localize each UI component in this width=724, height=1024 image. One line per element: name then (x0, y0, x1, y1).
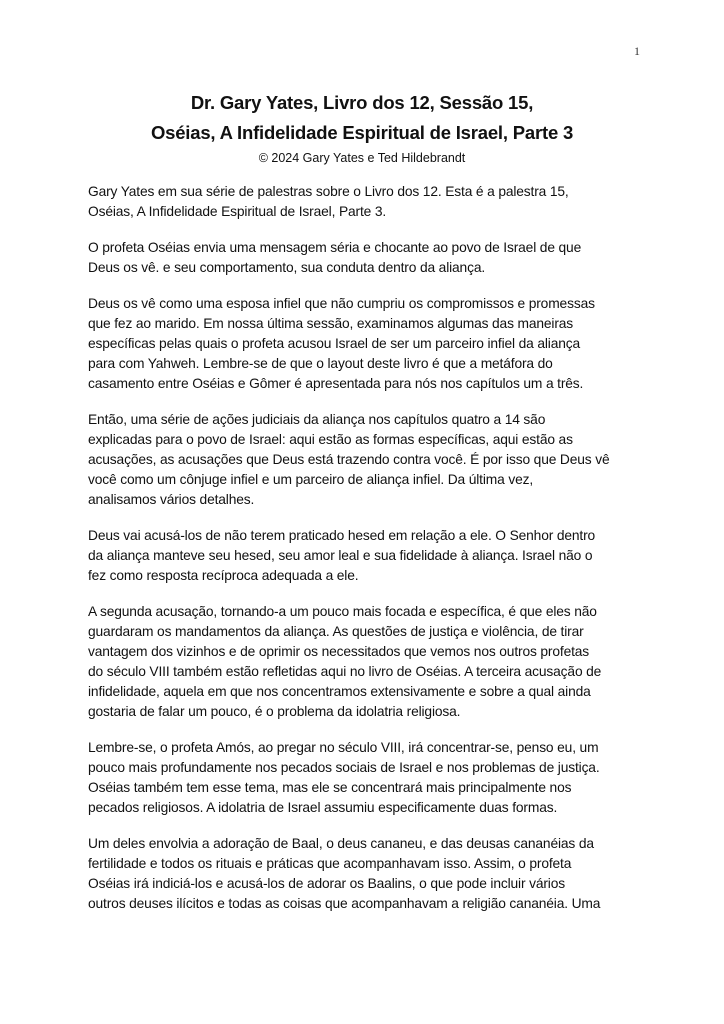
paragraph-line: analisamos vários detalhes. (88, 492, 255, 507)
paragraph-line: Então, uma série de ações judiciais da aliança nos capítulos quatro a 14 são (88, 412, 546, 427)
copyright-notice: © 2024 Gary Yates e Ted Hildebrandt (258, 151, 466, 165)
paragraph-line: pouco mais profundamente nos pecados sociais de Israel e nos problemas de justiça. (88, 760, 600, 775)
paragraph-line: vantagem dos vizinhos e de oprimir os necessitados que vemos nos outros profetas (88, 644, 590, 659)
paragraph (88, 238, 688, 278)
paragraph-line: do século VIII também estão refletidas aqui no livro de Oséias. A terceira acusação de (88, 664, 602, 679)
paragraph-line: você como um cônjuge infiel e um parceiro de aliança infiel. Da última vez, (88, 472, 534, 487)
paragraph (88, 410, 688, 510)
paragraph-line: pecados religiosos. A idolatria de Israel assumiu especificamente duas formas. (88, 800, 558, 815)
paragraph-line: casamento entre Oséias e Gômer é apresentada para nós nos capítulos um a três. (88, 376, 584, 391)
paragraph-line: fez como resposta recíproca adequada a ele. (88, 568, 359, 583)
title-line: Dr. Gary Yates, Livro dos 12, Sessão 15, (190, 92, 534, 113)
paragraph-line: da aliança manteve seu hesed, seu amor leal e sua fidelidade à aliança. Israel não o (88, 548, 593, 563)
paragraph-line: específicas pelas quais o profeta acusou Israel de ser um parceiro infiel da aliança (88, 336, 581, 351)
paragraph-line: O profeta Oséias envia uma mensagem séria e chocante ao povo de Israel de que (88, 240, 582, 255)
paragraph-line: outros deuses ilícitos e todas as coisas que acompanhavam a religião cananéia. Uma (88, 896, 601, 911)
document-body (88, 182, 688, 930)
paragraph-line: explicadas para o povo de Israel: aqui estão as formas específicas, aqui estão as (88, 432, 573, 447)
paragraph (88, 294, 688, 394)
paragraph-line: fertilidade e todos os rituais e práticas que acompanhavam isso. Assim, o profeta (88, 856, 572, 871)
paragraph-line: Gary Yates em sua série de palestras sobre o Livro dos 12. Esta é a palestra 15, (88, 184, 569, 199)
paragraph-line: Um deles envolvia a adoração de Baal, o deus cananeu, e das deusas cananéias da (88, 836, 594, 851)
document-title (0, 88, 724, 148)
paragraph-line: infidelidade, aquela em que nos concentramos extensivamente e sobre a qual ainda (88, 684, 591, 699)
paragraph (88, 602, 688, 722)
paragraph-line: Deus os vê. e seu comportamento, sua conduta dentro da aliança. (88, 260, 486, 275)
paragraph-line: gostaria de falar um pouco, é o problema da idolatria religiosa. (88, 704, 461, 719)
paragraph (88, 526, 688, 586)
paragraph-line: Oséias, A Infidelidade Espiritual de Israel, Parte 3. (88, 204, 387, 219)
paragraph-line: acusações, as acusações que Deus está trazendo contra você. É por isso que Deus vê (88, 452, 610, 467)
paragraph (88, 834, 688, 914)
paragraph-line: A segunda acusação, tornando-a um pouco mais focada e específica, é que eles não (88, 604, 597, 619)
paragraph-line: guardaram os mandamentos da aliança. As questões de justiça e violência, de tirar (88, 624, 584, 639)
paragraph-line: Deus os vê como uma esposa infiel que não cumpriu os compromissos e promessas (88, 296, 595, 311)
page-number: 1 (634, 44, 640, 58)
paragraph (88, 738, 688, 818)
paragraph-line: Lembre-se, o profeta Amós, ao pregar no século VIII, irá concentrar-se, penso eu, um (88, 740, 599, 755)
paragraph-line: Deus vai acusá-los de não terem praticado hesed em relação a ele. O Senhor dentro (88, 528, 596, 543)
paragraph-line: que fez ao marido. Em nossa última sessão, examinamos algumas das maneiras (88, 316, 574, 331)
paragraph-line: Oséias irá indiciá-los e acusá-los de adorar os Baalins, o que pode incluir vários (88, 876, 565, 891)
paragraph-line: para com Yahweh. Lembre-se de que o layout deste livro é que a metáfora do (88, 356, 553, 371)
paragraph-line: Oséias também tem esse tema, mas ele se concentrará mais principalmente nos (88, 780, 572, 795)
title-line: Oséias, A Infidelidade Espiritual de Israel, Parte 3 (150, 122, 574, 143)
paragraph (88, 182, 688, 222)
